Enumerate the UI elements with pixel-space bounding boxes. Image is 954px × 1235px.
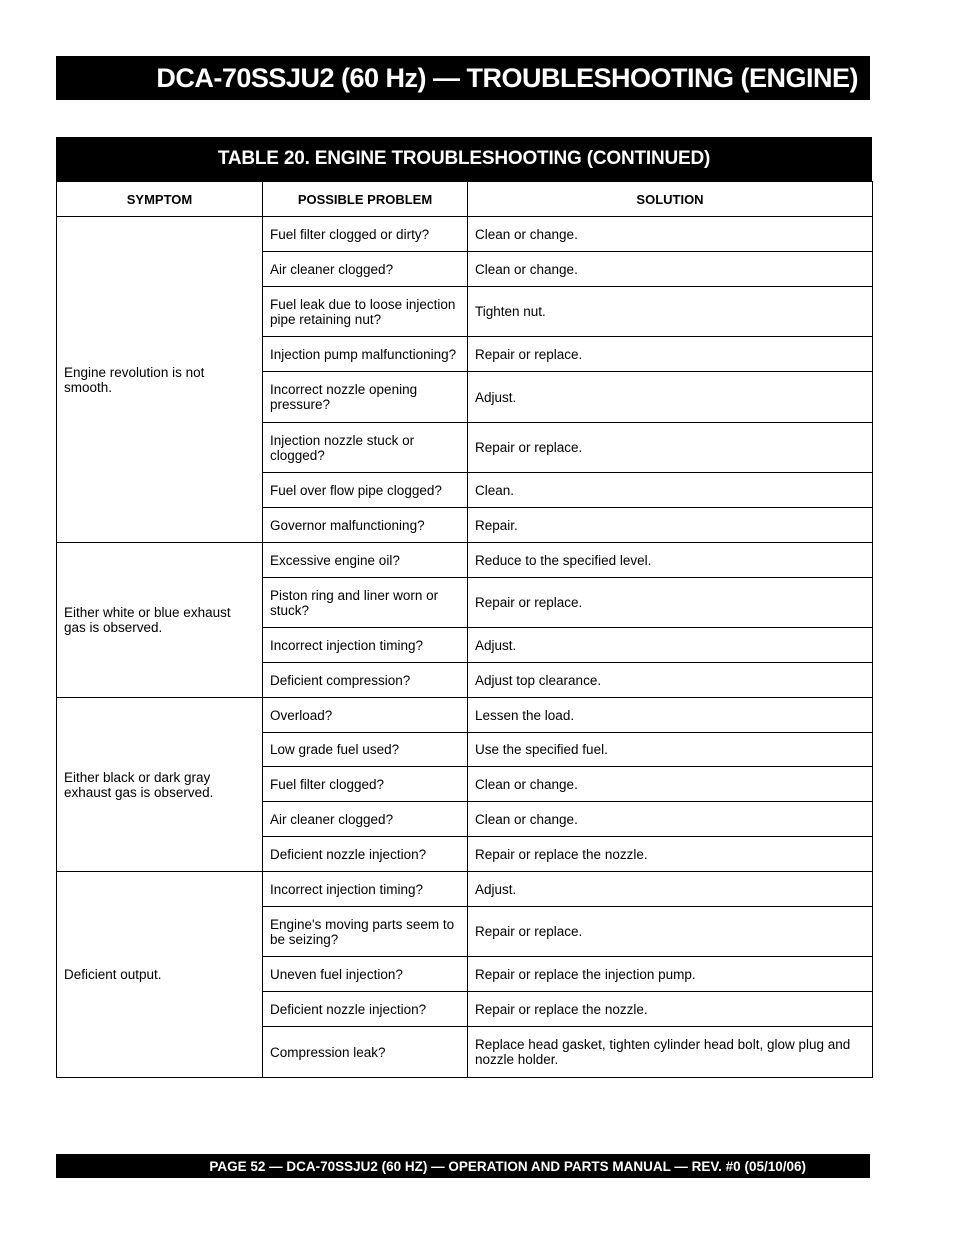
solution-cell: Repair or replace the nozzle. [468, 992, 873, 1027]
possible-problem-cell: Compression leak? [263, 1027, 468, 1078]
possible-problem-cell: Air cleaner clogged? [263, 252, 468, 287]
table-header-row [57, 182, 873, 217]
possible-problem-cell: Fuel over flow pipe clogged? [263, 473, 468, 508]
possible-problem-cell: Injection pump malfunctioning? [263, 337, 468, 372]
possible-problem-cell: Injection nozzle stuck or clogged? [263, 423, 468, 473]
possible-problem-cell: Incorrect injection timing? [263, 628, 468, 663]
possible-problem-cell: Incorrect injection timing? [263, 872, 468, 907]
possible-problem-cell: Air cleaner clogged? [263, 802, 468, 837]
symptom-cell: Engine revolution is not smooth. [57, 217, 263, 543]
possible-problem-cell: Low grade fuel used? [263, 733, 468, 767]
solution-cell: Use the specified fuel. [468, 733, 873, 767]
solution-cell: Repair or replace. [468, 423, 873, 473]
troubleshooting-table-container [56, 137, 872, 1078]
symptom-cell: Either black or dark gray exhaust gas is observed. [57, 698, 263, 872]
possible-problem-cell: Fuel filter clogged? [263, 767, 468, 802]
solution-cell: Tighten nut. [468, 287, 873, 337]
solution-cell: Reduce to the specified level. [468, 543, 873, 578]
possible-problem-cell: Deficient nozzle injection? [263, 837, 468, 872]
solution-cell: Repair or replace. [468, 907, 873, 957]
possible-problem-cell: Overload? [263, 698, 468, 733]
page-footer: PAGE 52 — DCA-70SSJU2 (60 HZ) — OPERATION AND PARTS MANUAL — REV. #0 (05/10/06) [56, 1154, 870, 1178]
solution-cell: Clean. [468, 473, 873, 508]
solution-cell: Repair or replace. [468, 337, 873, 372]
solution-cell: Clean or change. [468, 767, 873, 802]
solution-cell: Repair or replace the nozzle. [468, 837, 873, 872]
table-row [57, 698, 873, 733]
page-title: DCA-70SSJU2 (60 Hz) — TROUBLESHOOTING (ENGINE) [56, 56, 870, 100]
possible-problem-cell: Fuel leak due to loose injection pipe retaining nut? [263, 287, 468, 337]
solution-cell: Adjust. [468, 372, 873, 423]
column-header-possible-problem: POSSIBLE PROBLEM [263, 182, 468, 217]
possible-problem-cell: Piston ring and liner worn or stuck? [263, 578, 468, 628]
troubleshooting-table [56, 181, 873, 1078]
possible-problem-cell: Fuel filter clogged or dirty? [263, 217, 468, 252]
symptom-cell: Either white or blue exhaust gas is observed. [57, 543, 263, 698]
solution-cell: Clean or change. [468, 802, 873, 837]
possible-problem-cell: Deficient nozzle injection? [263, 992, 468, 1027]
symptom-cell: Deficient output. [57, 872, 263, 1078]
column-header-solution: SOLUTION [468, 182, 873, 217]
solution-cell: Clean or change. [468, 252, 873, 287]
solution-cell: Repair. [468, 508, 873, 543]
solution-cell: Repair or replace the injection pump. [468, 957, 873, 992]
solution-cell: Lessen the load. [468, 698, 873, 733]
possible-problem-cell: Deficient compression? [263, 663, 468, 698]
solution-cell: Adjust. [468, 872, 873, 907]
table-body [57, 217, 873, 1078]
possible-problem-cell: Excessive engine oil? [263, 543, 468, 578]
solution-cell: Replace head gasket, tighten cylinder head bolt, glow plug and nozzle holder. [468, 1027, 873, 1078]
solution-cell: Clean or change. [468, 217, 873, 252]
table-row [57, 217, 873, 252]
possible-problem-cell: Engine's moving parts seem to be seizing? [263, 907, 468, 957]
possible-problem-cell: Uneven fuel injection? [263, 957, 468, 992]
table-row [57, 543, 873, 578]
solution-cell: Adjust. [468, 628, 873, 663]
solution-cell: Adjust top clearance. [468, 663, 873, 698]
possible-problem-cell: Incorrect nozzle opening pressure? [263, 372, 468, 423]
table-row [57, 872, 873, 907]
table-title: TABLE 20. ENGINE TROUBLESHOOTING (CONTINUED) [56, 137, 872, 181]
column-header-symptom: SYMPTOM [57, 182, 263, 217]
possible-problem-cell: Governor malfunctioning? [263, 508, 468, 543]
solution-cell: Repair or replace. [468, 578, 873, 628]
